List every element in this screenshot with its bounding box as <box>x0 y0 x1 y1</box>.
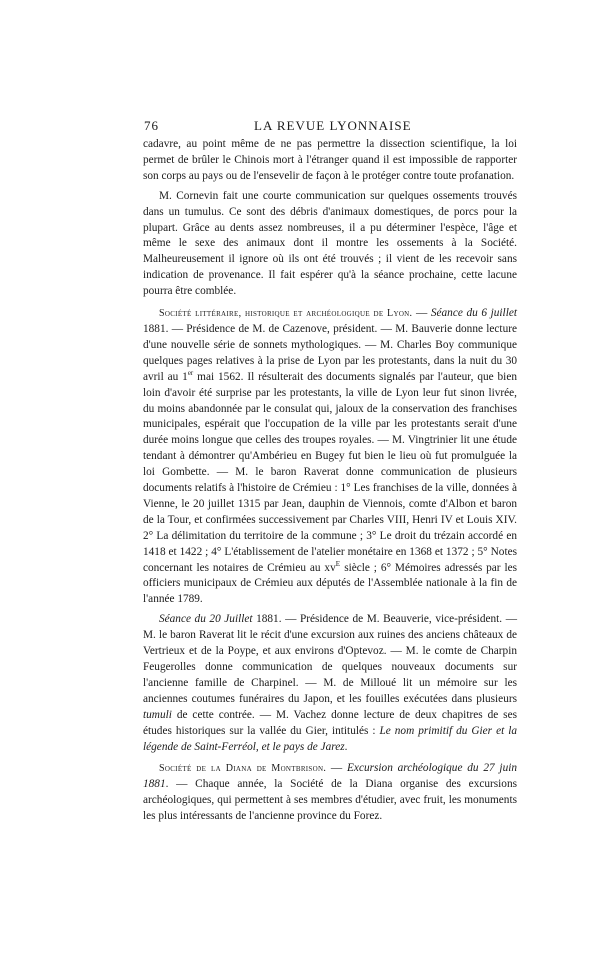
superscript-er: er <box>187 368 194 377</box>
separator-dash: — <box>326 762 348 775</box>
seance2-text-b: de cette contrée. — M. Vachez donne lecture de deux chapitres de ses études historiques sur la vallée du Gier, intitulés : <box>143 708 517 737</box>
diana-text: . — Chaque année, la Société de la Diana organise des excursions archéologiques, qui permettent à ses membres d'étudier, avec fruit, les monuments les plus intéressants de l'ancienne province du Forez. <box>143 778 517 823</box>
society-name-diana: Société de la Diana de Montbrison. <box>159 763 327 775</box>
paragraph-cornevin: M. Cornevin fait une courte communication sur quelques ossements trouvés dans un tumulus. Ce sont des débris d'animaux domestiques, de porcs pour la plupart. Grâce au dents assez nombreuses, il a pu déterminer l'espèce, l'âge et même le sexe des animaux dont il montre les ossements à la Société. Malheureusement il ignore où ils ont été trouvés ; il vient de les recevoir sans indication de provenance. Il fait espérer qu'à la séance prochaine, cette lacune pourra être comblée. <box>143 189 517 298</box>
tumuli-italic: tumuli <box>143 708 172 721</box>
running-title: LA REVUE LYONNAISE <box>254 118 412 133</box>
excursion-title: Excursion archéologique du 27 juin 1881 <box>143 762 518 791</box>
seance-text-b: mai 1562. Il résulterait des documents signalés par l'auteur, que bien loin d'avoir été surprise par les protestants, la ville de Lyon leur fut sinon livrée, du moins abandonnée par le consulat qui, jaloux de la conservation des franchises municipales, espérait que l'occupation de la ville par les protestants serait d'une durée moins longue que celles des troupes royales. — M. Vingtrinier lit une étude tendant à démontrer qu'Ambérieu en Bugey fut bien le lieu où fut promulguée la loi Gombette. — M. le baron Raverat donne communication de plusieurs documents relatifs à l'histoire de Crémieu : 1° Les franchises de la ville, données à Vienne, le 20 juillet 1315 par Jean, dauphin de Viennois, comte d'Albon et baron de la Tour, et confirmées successivement par Charles VIII, Henri IV et Louis XIV. 2° La délimitation du territoire de la commune ; 3° Le droit du trézain accordé en 1418 et 1422 ; 4° L'établissement de l'atelier monétaire en 1368 et 1372 ; 5° Notes concernant les notaires de Crémieu au xv <box>143 370 517 574</box>
section-seance-20-juillet <box>143 612 517 755</box>
superscript-e: e <box>335 557 341 569</box>
seance-text-c: siècle ; 6° Mémoires adressés par les officiers municipaux de Crémieu aux députés de l'Assemblée nationale à la fin de l'année 1789. <box>143 561 517 606</box>
body-text <box>143 137 517 825</box>
seance-date-20-juillet: Séance du 20 Juillet <box>159 613 253 626</box>
society-name-lyon: Société littéraire, historique et archéologique de Lyon. <box>159 308 413 320</box>
seance-text-a: 1881. — Présidence de M. de Cazenove, président. — M. Bauverie donne lecture d'une nouvelle série de sonnets mythologiques. — M. Charles Boy communique quelques pages relatives à la prise de Lyon par les protestants, dans la nuit du 30 avril au 1 <box>143 322 517 383</box>
running-header <box>144 118 516 134</box>
section-diana-montbrison <box>143 761 517 825</box>
seance-date-6-juillet: Séance du 6 juillet <box>430 307 517 320</box>
paragraph-chinese-cremation: cadavre, au point même de ne pas permettre la dissection scientifique, la loi permet de brûler le Chinois mort à l'étranger quand il est impossible de rapporter son corps au pays ou de l'ensevelir de façon à le protéger contre toute profanation. <box>143 138 517 182</box>
section-societe-lyon <box>143 306 517 608</box>
separator-dash: — <box>412 307 431 320</box>
chapter-titles-italic: Le nom primitif du Gier et la légende de Saint-Ferréol, et le pays de Jarez <box>143 724 517 753</box>
period: . <box>344 740 348 753</box>
page-number: 76 <box>144 118 159 133</box>
seance2-text-a: 1881. — Présidence de M. Beauverie, vice-président. — M. le baron Raverat lit le récit d'une excursion aux ruines des anciens châteaux de Vertrieux et de la Poype, et aux environs d'Optevoz. — M. le comte de Charpin Feugerolles donne communication de quelques nouveaux documents sur l'ancienne famille de Charpinel. — M. de Milloué lit un mémoire sur les anciennes coutumes funéraires du Japon, et les fouilles exécutées dans plusieurs <box>143 613 517 705</box>
